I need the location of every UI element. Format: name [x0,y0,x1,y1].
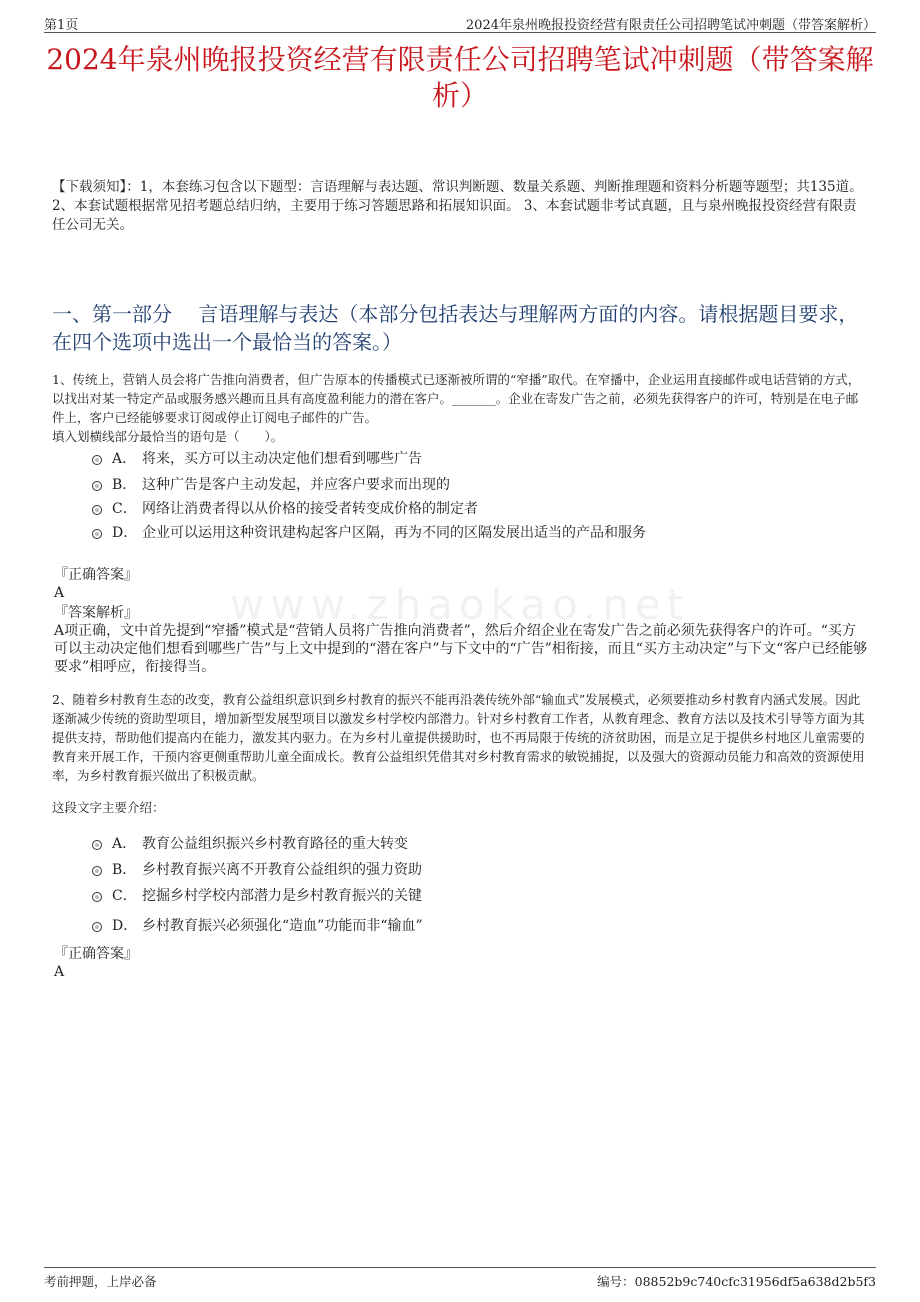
option-d[interactable]: D． 乡村教育振兴必须强化“造血”功能而非“输血” [92,915,860,937]
option-a[interactable]: A． 将来，买方可以主动决定他们想看到哪些广告 [92,448,860,470]
header-doc-title: 2024年泉州晚报投资经营有限责任公司招聘笔试冲刺题（带答案解析） [465,18,876,33]
answer-label: 『正确答案』 [54,567,138,583]
analysis-label: 『答案解析』 [54,605,138,621]
footer-slogan: 考前押题，上岸必备 [44,1274,157,1289]
answer-label: 『正确答案』 [54,946,138,962]
option-c[interactable]: C． 挖掘乡村学校内部潜力是乡村教育振兴的关键 [92,885,860,907]
radio-icon[interactable] [92,892,102,902]
radio-icon[interactable] [92,922,102,932]
radio-icon[interactable] [92,505,102,515]
page-number: 第1页 [44,18,79,33]
section-heading: 一、第一部分 言语理解与表达（本部分包括表达与理解两方面的内容。请根据题目要求，在四个选项中选出一个最恰当的答案。） [52,302,859,354]
question-stem: 2、随着乡村教育生态的改变，教育公益组织意识到乡村教育的振兴不能再沿袭传统外部“输血式”发展模式，必须要推动乡村教育内涵式发展。因此逐渐减少传统的资助型项目，增加新型发展型项目以激发乡村学校内部潜力。针对乡村教育工作者，从教育理念、教育方法以及技术引导等方面为其提供支持，帮助他们提高内在能力，激发其内驱力。在为乡村儿童提供援助时，也不再局限于传统的济贫助困，而是立足于提供乡村地区儿童需要的教育来开展工作，干预内容更侧重帮助儿童全面成长。教育公益组织凭借其对乡村教育需求的敏锐捕捉，以及强大的资源动员能力和高效的资源使用率，为乡村教育振兴做出了积极贡献。 [52,692,865,783]
watermark: www.zhaokao.net [230,580,690,629]
answer-value: A [54,964,65,980]
question-1 [52,370,866,446]
radio-icon[interactable] [92,455,102,465]
question-2 [52,690,866,817]
question-stem: 1、传统上，营销人员会将广告推向消费者，但广告原本的传播模式已逐渐被所谓的“窄播”取代。在窄播中，企业运用直接邮件或电话营销的方式，以找出对某一特定产品或服务感兴趣而且具有高度盈利能力的潜在客户。_______。企业在寄发广告之前，必须先获得客户的许可，特别是在电子邮件上，客户已经能够要求订阅或停止订阅电子邮件的广告。 [52,372,861,425]
download-notice: 【下载须知】：1，本套练习包含以下题型：言语理解与表达题、常识判断题、数量关系题、判断推理题和资料分析题等题型；共135道。 2、本套试题根据常见招考题总结归纳，主要用于练习答题思路和拓展知识面。 3、本套试题非考试真题，且与泉州晚报投资经营有限责任公司无关。 [52,179,863,233]
radio-icon[interactable] [92,840,102,850]
radio-icon[interactable] [92,481,102,491]
page-footer [44,1267,876,1290]
radio-icon[interactable] [92,529,102,539]
question-prompt: 这段文字主要介绍： [52,800,165,815]
answer-value: A [54,585,65,601]
question-prompt: 填入划横线部分最恰当的语句是（ ）。 [52,429,284,444]
answer-analysis: A项正确，文中首先提到“窄播”模式是“营销人员将广告推向消费者”，然后介绍企业在寄发广告之前必须先获得客户的许可。“买方可以主动决定他们想看到哪些广告”与上文中提到的“潜在客户”与下文中的“广告”相衔接，而且“买方主动决定”与下文“客户已经能够要求”相呼应，衔接得当。 [54,623,868,675]
option-a[interactable]: A． 教育公益组织振兴乡村教育路径的重大转变 [92,833,860,855]
option-b[interactable]: B． 乡村教育振兴离不开教育公益组织的强力资助 [92,859,860,881]
option-c[interactable]: C． 网络让消费者得以从价格的接受者转变成价格的制定者 [92,498,860,520]
document-code: 编号：08852b9c740cfc31956df5a638d2b5f3 [597,1274,876,1289]
radio-icon[interactable] [92,866,102,876]
page-header [44,12,876,33]
option-b[interactable]: B． 这种广告是客户主动发起，并应客户要求而出现的 [92,474,860,496]
option-d[interactable]: D． 企业可以运用这种资讯建构起客户区隔，再为不同的区隔发展出适当的产品和服务 [92,522,860,544]
document-title: 2024年泉州晚报投资经营有限责任公司招聘笔试冲刺题（带答案解析） [46,43,874,112]
